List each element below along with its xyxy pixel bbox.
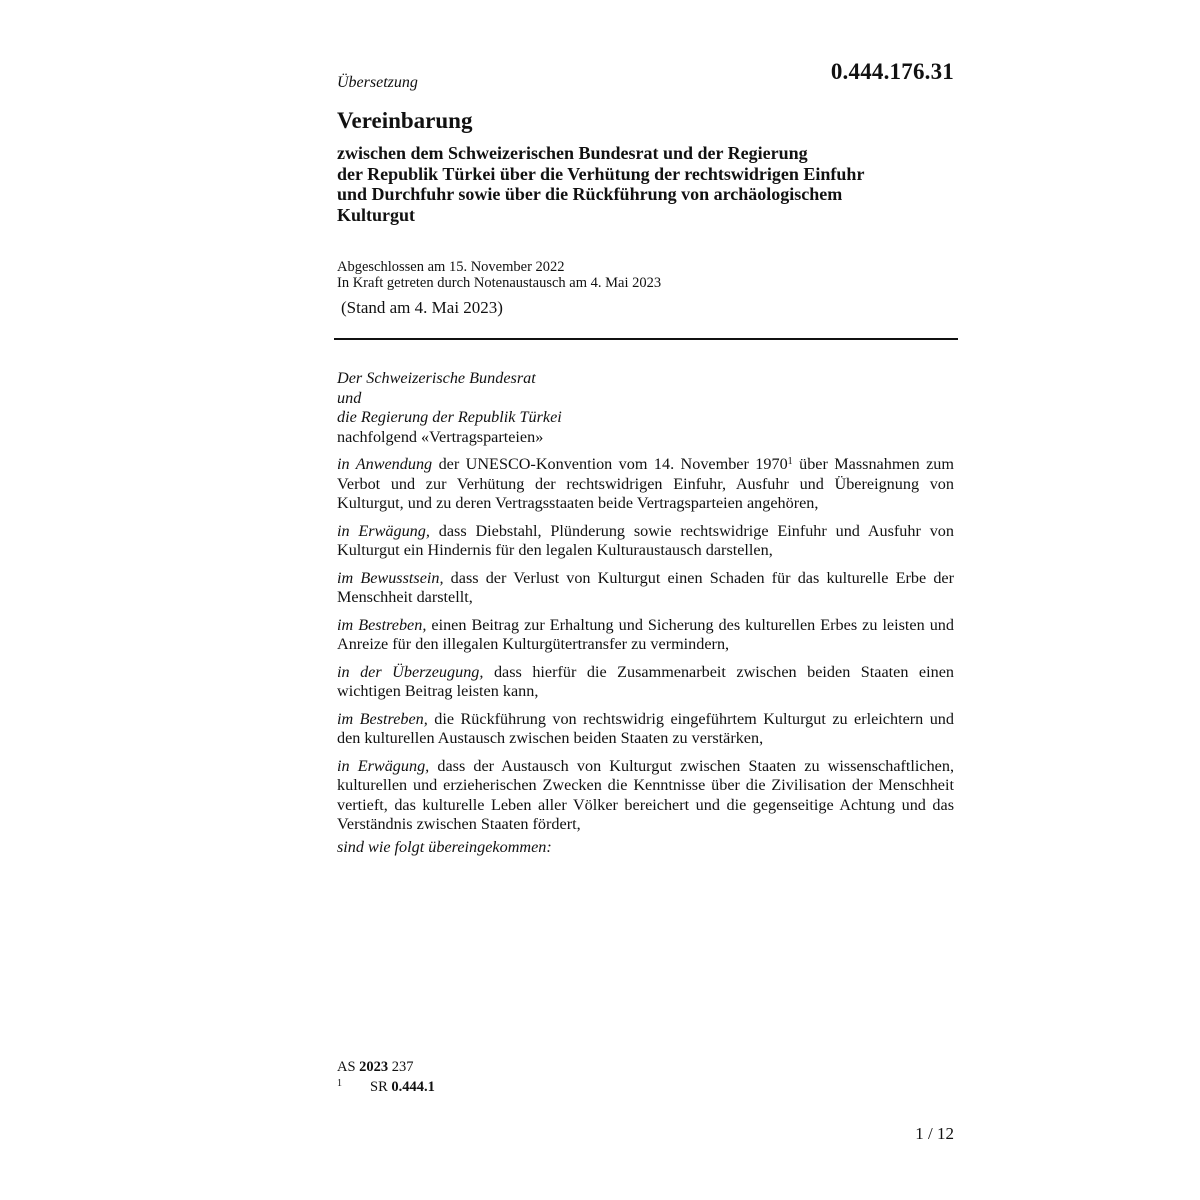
closing-clause: sind wie folgt übereingekommen:	[337, 837, 552, 856]
paragraph-text: dass der Verlust von Kulturgut einen Schaden für das kulturelle Erbe der Menschheit darstellt,	[337, 568, 954, 606]
subtitle-line: der Republik Türkei über die Verhütung der rechtswidrigen Einfuhr	[337, 163, 865, 184]
concluded-date: Abgeschlossen am 15. November 2022	[337, 259, 565, 275]
preamble-paragraph	[337, 522, 954, 561]
paragraph-lead: im Bewusstsein,	[337, 568, 444, 587]
preamble-paragraph	[337, 455, 954, 514]
status-date: (Stand am 4. Mai 2023)	[341, 298, 503, 317]
footnote	[337, 1078, 435, 1096]
paragraph-lead: in Anwendung	[337, 455, 433, 473]
translation-label: Übersetzung	[337, 74, 418, 91]
header-divider	[334, 338, 958, 340]
parties-block	[337, 369, 954, 447]
conjunction: und	[337, 388, 362, 407]
preamble-paragraph	[337, 757, 954, 835]
subtitle-line: und Durchfuhr sowie über die Rückführung von archäologischem	[337, 184, 843, 204]
sr-number: 0.444.176.31	[830, 59, 954, 84]
footnote-prefix: SR	[370, 1079, 392, 1095]
paragraph-lead: im Bestreben,	[337, 615, 427, 634]
paragraph-lead: im Bestreben,	[337, 709, 428, 728]
as-page: 237	[388, 1059, 414, 1075]
footnote-sr-link[interactable]: 0.444.1	[391, 1079, 435, 1095]
paragraph-lead: in Erwägung,	[337, 756, 430, 775]
hereinafter-note: nachfolgend «Vertragsparteien»	[337, 427, 544, 446]
page-number: 1 / 12	[915, 1124, 954, 1143]
paragraph-text: einen Beitrag zur Erhaltung und Sicherung des kulturellen Erbes zu leisten und Anreize für den illegalen Kulturgütertransfer zu vermindern,	[337, 615, 954, 653]
preamble	[337, 369, 954, 857]
preamble-paragraph	[337, 710, 954, 749]
paragraph-lead: in der Überzeugung,	[337, 662, 484, 681]
subtitle-line: Kulturgut	[337, 204, 416, 225]
preamble-paragraph	[337, 616, 954, 655]
in-force-date: In Kraft getreten durch Notenaustausch am 4. Mai 2023	[337, 274, 662, 291]
paragraph-text: dass der Austausch von Kulturgut zwischen Staaten zu wissenschaftlichen, kulturellen und erzieherischen Zwecken die Kenntnisse über die Zivilisation der Menschheit vertieft, das kulturelle Leben aller Völker bereichert und die gegenseitige Achtung und das Verständnis zwischen Staaten fördert,	[337, 756, 954, 833]
subtitle-line: zwischen dem Schweizerischen Bundesrat und der Regierung	[337, 143, 808, 163]
party-turkey: die Regierung der Republik Türkei	[337, 408, 562, 426]
paragraph-text: dass hierfür die Zusammenarbeit zwischen beiden Staaten einen wichtigen Beitrag leisten kann,	[337, 662, 954, 700]
paragraph-lead: in Erwägung,	[337, 521, 430, 540]
as-prefix: AS	[337, 1059, 360, 1075]
as-year: 2023	[359, 1059, 389, 1075]
preamble-paragraph	[337, 663, 954, 702]
footnote-number: 1	[337, 1078, 342, 1089]
preamble-paragraph	[337, 569, 954, 608]
official-compilation-ref	[337, 1059, 414, 1076]
paragraph-text: der UNESCO-Konvention vom 14. November 1970	[432, 455, 788, 473]
document-title: Vereinbarung	[337, 108, 473, 133]
paragraph-text: dass Diebstahl, Plünderung sowie rechtswidrige Einfuhr und Ausfuhr von Kulturgut ein Hindernis für den legalen Kulturaustausch darstellen,	[337, 521, 954, 559]
document-subtitle	[337, 143, 977, 225]
date-block	[337, 260, 661, 291]
paragraph-text: über Massnahmen zum Verbot und zur Verhütung der rechtswidrigen Einfuhr, Ausfuhr und Übereignung von Kulturgut, und zu deren Vertragsstaaten beide Vertragsparteien angehören,	[337, 455, 954, 512]
footnote-ref[interactable]: 1	[787, 456, 793, 467]
paragraph-text: die Rückführung von rechtswidrig eingeführtem Kulturgut zu erleichtern und den kulturellen Austausch zwischen beiden Staaten zu verstärken,	[337, 709, 954, 747]
party-switzerland: Der Schweizerische Bundesrat	[337, 369, 536, 387]
